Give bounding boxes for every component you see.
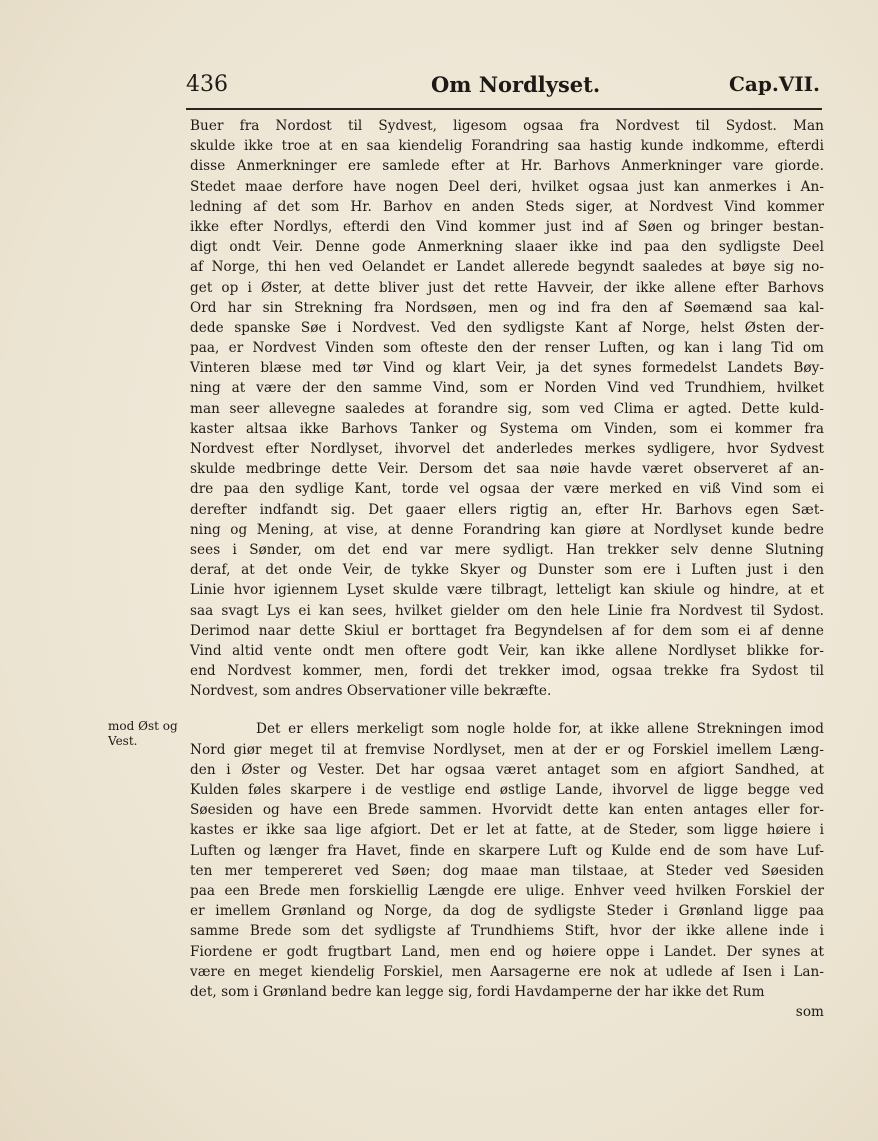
text-line: Derimod naar dette Skiul er borttaget fra Begyndelsen af for dem som ei af denne (190, 622, 824, 639)
text-line: Stedet maae derfore have nogen Deel deri, hvilket ogsaa just kan anmerkes i An- (190, 178, 824, 195)
margin-note-line: mod Øst og (108, 719, 178, 733)
text-line: Linie hvor igiennem Lyset skulde være tilbragt, letteligt kan skiule og hindre, at et (190, 582, 824, 599)
text-line: disse Anmerkninger ere samlede efter at Hr. Barhovs Anmerkninger vare giorde. (190, 158, 824, 175)
text-line: ning at være der den samme Vind, som er Norden Vind ved Trundhiem, hvilket (190, 380, 824, 397)
page-number: 436 (186, 72, 228, 97)
text-line: det, som i Grønland bedre kan legge sig, fordi Havdamperne der har ikke det Rum (190, 983, 765, 1000)
paragraph-1 (190, 116, 824, 701)
text-line: Nord giør meget til at fremvise Nordlyset, men at der er og Forskiel imellem Læng- (190, 741, 824, 758)
paragraph-gap (190, 701, 824, 719)
text-line: Ord har sin Strekning fra Nordsøen, men og ind fra den af Søemænd saa kal- (190, 299, 824, 316)
text-line: Vinteren blæse med tør Vind og klart Veir, ja det synes formedelst Landets Bøy- (190, 360, 824, 377)
text-line: være en meget kiendelig Forskiel, men Aarsagerne ere nok at udlede af Isen i Lan- (190, 963, 824, 980)
margin-note (108, 719, 194, 749)
body-text (190, 116, 824, 1022)
text-line: end Nordvest kommer, men, fordi det trekker imod, ogsaa trekke fra Sydost til (190, 663, 824, 680)
text-line: er imellem Grønland og Norge, da dog de sydligste Steder i Grønland ligge paa (190, 903, 824, 920)
text-line: Nordvest, som andres Observationer ville bekræfte. (190, 683, 552, 700)
text-line: dede spanske Søe i Nordvest. Ved den sydligste Kant af Norge, helst Østen der- (190, 319, 824, 336)
text-line: paa een Brede men forskiellig Længde ere ulige. Enhver veed hvilken Forskiel der (190, 882, 824, 899)
text-line: Nordvest efter Nordlyset, ihvorvel det anderledes merkes sydligere, hvor Sydvest (190, 441, 824, 457)
paragraph-2 (190, 719, 824, 1002)
text-line: Søesiden og have een Brede sammen. Hvorvidt dette kan enten antages eller for- (190, 802, 824, 819)
margin-note-line: Vest. (108, 734, 138, 748)
text-line: man seer allevegne saaledes at forandre sig, som ved Clima er agted. Dette kuld- (190, 400, 824, 417)
text-line: kaster altsaa ikke Barhovs Tanker og Systema om Vinden, som ei kommer fra (190, 420, 824, 437)
catchword: som (795, 1004, 824, 1021)
text-line: samme Brede som det sydligste af Trundhiems Stift, hvor der ikke allene inde i (190, 923, 824, 940)
text-line: Kulden føles skarpere i de vestlige end østlige Lande, ihvorvel de ligge begge ved (190, 782, 824, 798)
running-title: Om Nordlyset. (431, 72, 601, 97)
text-line: den i Øster og Vester. Det har ogsaa været antaget som en afgiort Sandhed, at (190, 761, 824, 778)
header-rule (186, 108, 822, 110)
page-header (186, 66, 820, 100)
text-line: ikke efter Nordlys, efterdi den Vind kommer just ind af Søen og bringer bestan- (190, 218, 824, 235)
text-line: ledning af det som Hr. Barhov en anden Steds siger, at Nordvest Vind kommer (190, 198, 824, 215)
text-line: digt ondt Veir. Denne gode Anmerkning slaaer ikke ind paa den sydligste Deel (190, 239, 824, 256)
text-line: skulde ikke troe at en saa kiendelig Forandring saa hastig kunde indkomme, efterdi (190, 138, 824, 155)
text-line: Vind altid vente ondt men oftere godt Veir, kan ikke allene Nordlyset blikke for- (190, 642, 824, 659)
text-line: ten mer tempereret ved Søen; dog maae man tilstaae, at Steder ved Søesiden (190, 862, 824, 879)
text-line: Luften og længer fra Havet, finde en skarpere Luft og Kulde end de som have Luf- (190, 842, 824, 859)
text-line: kastes er ikke saa lige afgiort. Det er let at fatte, at de Steder, som ligge høiere i (190, 822, 824, 839)
text-line: paa, er Nordvest Vinden som ofteste den der renser Luften, og kan i lang Tid om (190, 340, 824, 357)
text-line: ning og Mening, at vise, at denne Forandring kan giøre at Nordlyset kunde bedre (190, 521, 824, 538)
text-line: dre paa den sydlige Kant, torde vel ogsaa der være merked en viß Vind som ei (190, 481, 824, 498)
text-line: skulde medbringe dette Veir. Dersom det saa nøie havde været observeret af an- (190, 461, 824, 478)
text-line: get op i Øster, at dette bliver just det rette Havveir, der ikke allene efter Barhovs (190, 279, 824, 296)
text-line: af Norge, thi hen ved Oelandet er Landet allerede begyndt saaledes at bøye sig no- (190, 259, 824, 276)
text-line: Det er ellers merkeligt som nogle holde for, at ikke allene Strekningen imod (256, 721, 824, 738)
text-line: Fiordene er godt frugtbart Land, men end og høiere oppe i Landet. Der synes at (190, 943, 824, 960)
text-line: deraf, at det onde Veir, de tykke Skyer og Dunster som ere i Luften just i den (190, 562, 824, 579)
text-line: saa svagt Lys ei kan sees, hvilket gielder om den hele Linie fra Nordvest til Sydost. (190, 602, 824, 619)
text-line: derefter indfandt sig. Det gaaer ellers rigtig an, efter Hr. Barhovs egen Sæt- (190, 501, 824, 518)
text-line: Buer fra Nordost til Sydvest, ligesom ogsaa fra Nordvest til Sydost. Man (190, 118, 824, 134)
text-line: sees i Sønder, om det end var mere sydligt. Han trekker selv denne Slutning (190, 541, 824, 558)
chapter-label: Cap.VII. (728, 72, 820, 96)
